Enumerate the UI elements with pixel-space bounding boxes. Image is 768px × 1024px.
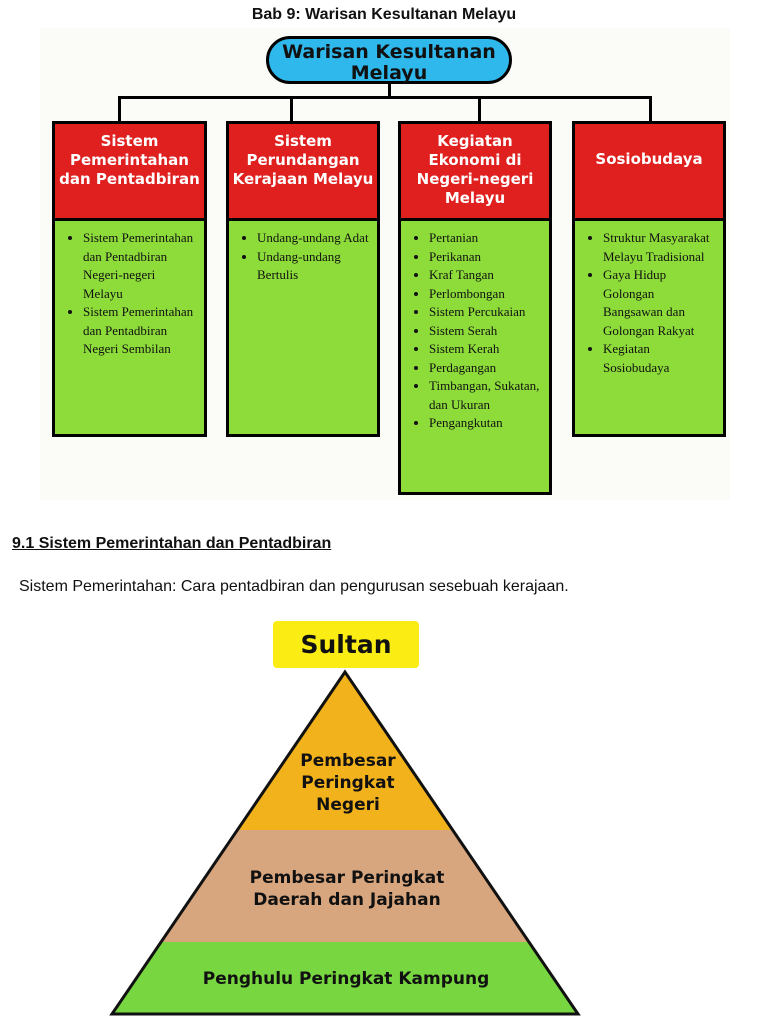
connector-col-1 xyxy=(118,96,121,121)
column-title: Kegiatan Ekonomi di Negeri-negeri Melayu xyxy=(398,121,552,221)
tier-1-label: Pembesar Peringkat Negeri xyxy=(300,751,396,815)
list-item: • Gaya Hidup Golongan Bangsawan dan Golongan Rakyat xyxy=(603,266,717,340)
connector-bar xyxy=(118,96,652,99)
list-item: • Perdagangan xyxy=(429,359,543,378)
list-item: • Sistem Serah xyxy=(429,322,543,341)
column-title: Sistem Perundangan Kerajaan Melayu xyxy=(226,121,380,221)
connector-col-4 xyxy=(649,96,652,121)
list-item: • Sistem Kerah xyxy=(429,340,543,359)
column-items xyxy=(226,221,380,437)
column-items xyxy=(398,221,552,495)
column-items xyxy=(52,221,207,437)
connector-col-2 xyxy=(290,96,293,121)
hierarchy-pyramid xyxy=(0,610,768,1024)
list-item: • Undang-undang Adat xyxy=(257,229,371,248)
list-item: • Struktur Masyarakat Melayu Tradisional xyxy=(603,229,717,266)
list-item: • Timbangan, Sukatan, dan Ukuran xyxy=(429,377,543,414)
diagram-root: Warisan Kesultanan Melayu xyxy=(266,36,512,84)
column-title: Sistem Pemerintahan dan Pentadbiran xyxy=(52,121,207,221)
definition-text: Sistem Pemerintahan: Cara pentadbiran dan pengurusan sesebuah kerajaan. xyxy=(19,578,569,595)
warisan-diagram xyxy=(40,28,730,500)
list-item: • Kegiatan Sosiobudaya xyxy=(603,340,717,377)
list-item: • Undang-undang Bertulis xyxy=(257,248,371,285)
pyramid-graphic xyxy=(0,610,768,1024)
section-heading: 9.1 Sistem Pemerintahan dan Pentadbiran xyxy=(12,535,332,552)
connector-col-3 xyxy=(478,96,481,121)
list-item: • Sistem Pemerintahan dan Pentadbiran Negeri Sembilan xyxy=(83,303,198,359)
column-items xyxy=(572,221,726,437)
tier-3-label: Penghulu Peringkat Kampung xyxy=(202,969,490,989)
list-item: • Perlombongan xyxy=(429,285,543,304)
sultan-box: Sultan xyxy=(273,621,419,668)
list-item: • Perikanan xyxy=(429,248,543,267)
list-item: • Pengangkutan xyxy=(429,414,543,433)
list-item: • Sistem Percukaian xyxy=(429,303,543,322)
column-title: Sosiobudaya xyxy=(572,121,726,221)
tier-2-label: Pembesar Peringkat Daerah dan Jajahan xyxy=(249,868,445,910)
list-item: • Kraf Tangan xyxy=(429,266,543,285)
list-item: • Pertanian xyxy=(429,229,543,248)
list-item: • Sistem Pemerintahan dan Pentadbiran Negeri-negeri Melayu xyxy=(83,229,198,303)
page-title: Bab 9: Warisan Kesultanan Melayu xyxy=(251,6,517,23)
